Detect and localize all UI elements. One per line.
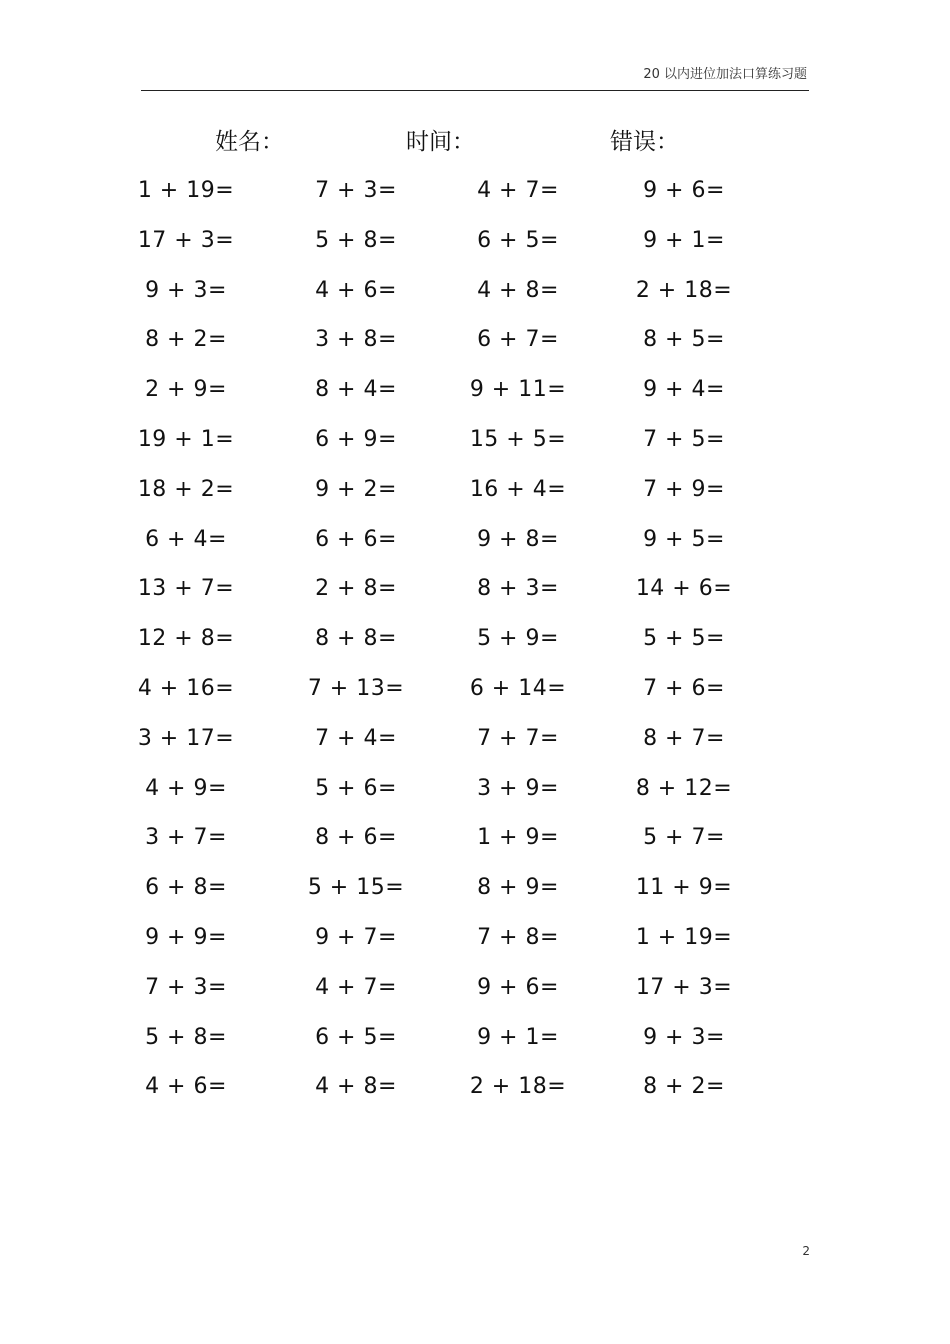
problem-row: [0, 268, 950, 318]
problem-grid: [0, 168, 950, 1114]
problem-row: [0, 915, 950, 965]
problem-item: 8 + 12=: [635, 775, 733, 801]
problem-item: 6 + 5=: [315, 1024, 397, 1050]
problem-row: [0, 616, 950, 666]
problem-item: 7 + 4=: [315, 725, 397, 751]
problem-row: [0, 566, 950, 616]
problem-item: 15 + 5=: [469, 426, 567, 452]
problem-row: [0, 865, 950, 915]
problem-row: [0, 467, 950, 517]
problem-item: 9 + 6=: [643, 178, 725, 203]
problem-item: 8 + 9=: [477, 875, 559, 901]
problem-item: 7 + 6=: [643, 675, 725, 701]
problem-item: 8 + 2=: [643, 1074, 725, 1100]
problem-item: 6 + 9=: [315, 426, 397, 452]
problem-row: [0, 317, 950, 367]
problem-item: 7 + 7=: [477, 725, 559, 751]
problem-item: 9 + 3=: [145, 277, 227, 303]
problem-item: 18 + 2=: [137, 476, 235, 502]
problem-row: [0, 367, 950, 417]
problem-item: 5 + 5=: [643, 626, 725, 652]
page-header: [141, 66, 809, 91]
problem-item: 5 + 7=: [643, 825, 725, 851]
page-number: 2: [802, 1244, 810, 1258]
problem-item: 5 + 8=: [145, 1024, 227, 1050]
problem-row: [0, 666, 950, 716]
problem-item: 9 + 7=: [315, 924, 397, 950]
problem-item: 8 + 3=: [477, 576, 559, 602]
problem-item: 5 + 9=: [477, 626, 559, 652]
problem-item: 3 + 8=: [315, 327, 397, 353]
header-title: 20 以内进位加法口算练习题: [643, 67, 807, 82]
problem-item: 9 + 4=: [643, 377, 725, 403]
problem-item: 17 + 3=: [635, 974, 733, 1000]
problem-item: 6 + 7=: [477, 327, 559, 353]
problem-item: 7 + 9=: [643, 476, 725, 502]
problem-row: [0, 766, 950, 816]
problem-item: 9 + 5=: [643, 526, 725, 552]
problem-item: 9 + 2=: [315, 476, 397, 502]
problem-item: 4 + 7=: [477, 178, 559, 203]
problem-item: 19 + 1=: [137, 426, 235, 452]
problem-item: 6 + 4=: [145, 526, 227, 552]
problem-item: 4 + 9=: [145, 775, 227, 801]
problem-item: 7 + 3=: [145, 974, 227, 1000]
problem-item: 2 + 18=: [469, 1074, 567, 1100]
problem-row: [0, 815, 950, 865]
problem-row: [0, 1064, 950, 1114]
problem-item: 4 + 7=: [315, 974, 397, 1000]
problem-item: 2 + 9=: [145, 377, 227, 403]
problem-item: 8 + 5=: [643, 327, 725, 353]
problem-row: [0, 716, 950, 766]
problem-item: 9 + 11=: [469, 377, 567, 403]
problem-item: 14 + 6=: [635, 576, 733, 602]
problem-item: 9 + 9=: [145, 924, 227, 950]
problem-item: 8 + 6=: [315, 825, 397, 851]
problem-item: 5 + 8=: [315, 227, 397, 253]
problem-item: 7 + 3=: [315, 178, 397, 203]
problem-item: 8 + 4=: [315, 377, 397, 403]
time-label: 时间：: [406, 129, 475, 155]
problem-item: 7 + 5=: [643, 426, 725, 452]
problem-item: 16 + 4=: [469, 476, 567, 502]
problem-row: [0, 417, 950, 467]
problem-item: 3 + 17=: [137, 725, 235, 751]
problem-item: 2 + 8=: [315, 576, 397, 602]
problem-item: 9 + 3=: [643, 1024, 725, 1050]
problem-item: 6 + 14=: [469, 675, 567, 701]
problem-item: 4 + 6=: [315, 277, 397, 303]
problem-row: [0, 517, 950, 567]
problem-row: [0, 1015, 950, 1065]
problem-row: [0, 218, 950, 268]
problem-item: 5 + 6=: [315, 775, 397, 801]
problem-row: [0, 965, 950, 1015]
problem-item: 6 + 6=: [315, 526, 397, 552]
problem-item: 12 + 8=: [137, 626, 235, 652]
problem-item: 1 + 19=: [137, 178, 235, 203]
name-label: 姓名：: [215, 129, 284, 155]
problem-item: 1 + 9=: [477, 825, 559, 851]
student-info-row: [0, 124, 950, 160]
problem-item: 9 + 1=: [643, 227, 725, 253]
problem-item: 2 + 18=: [635, 277, 733, 303]
problem-item: 7 + 13=: [307, 675, 405, 701]
problem-item: 4 + 8=: [477, 277, 559, 303]
error-label: 错误：: [610, 129, 679, 155]
problem-item: 6 + 5=: [477, 227, 559, 253]
problem-item: 4 + 16=: [137, 675, 235, 701]
problem-item: 8 + 7=: [643, 725, 725, 751]
problem-item: 9 + 1=: [477, 1024, 559, 1050]
problem-item: 17 + 3=: [137, 227, 235, 253]
problem-item: 9 + 6=: [477, 974, 559, 1000]
problem-item: 4 + 8=: [315, 1074, 397, 1100]
problem-item: 4 + 6=: [145, 1074, 227, 1100]
problem-item: 13 + 7=: [137, 576, 235, 602]
problem-row: [0, 168, 950, 218]
problem-item: 3 + 7=: [145, 825, 227, 851]
problem-item: 5 + 15=: [307, 875, 405, 901]
problem-item: 8 + 8=: [315, 626, 397, 652]
problem-item: 9 + 8=: [477, 526, 559, 552]
problem-item: 7 + 8=: [477, 924, 559, 950]
problem-item: 6 + 8=: [145, 875, 227, 901]
problem-item: 3 + 9=: [477, 775, 559, 801]
problem-item: 1 + 19=: [635, 924, 733, 950]
problem-item: 11 + 9=: [635, 875, 733, 901]
problem-item: 8 + 2=: [145, 327, 227, 353]
